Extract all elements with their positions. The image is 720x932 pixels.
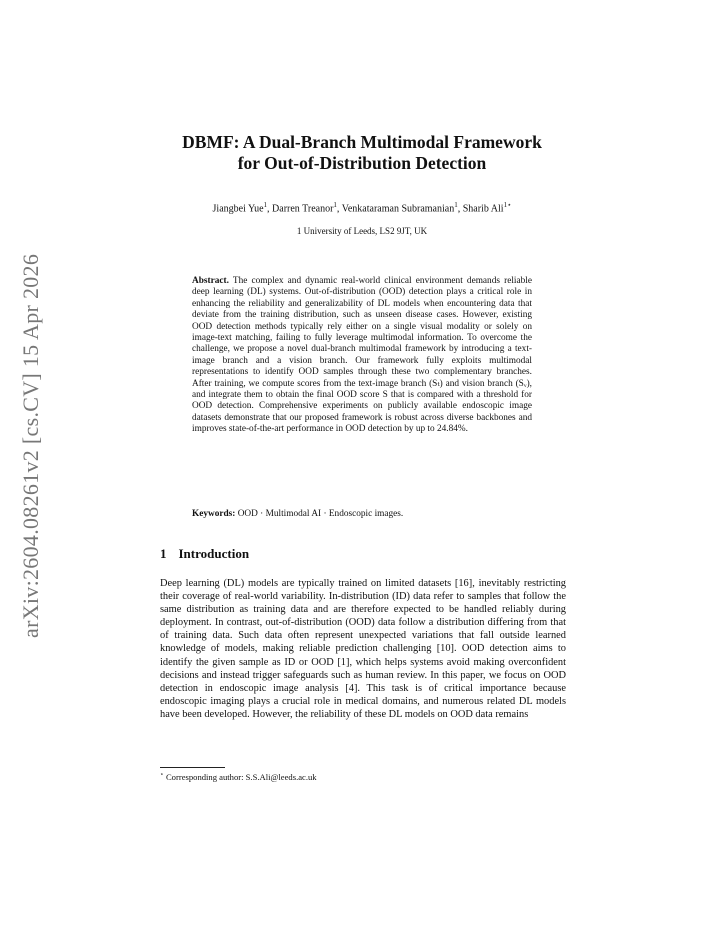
footnote-mark: ⋆: [160, 772, 164, 778]
keywords-label: Keywords:: [192, 509, 236, 519]
keywords: [192, 509, 532, 520]
author-list: Jiangbei Yue$^1$, Darren Treanor$^1$, Venkataraman Subramanian$^1$, Sharib Ali$^{1⋆}$: [212, 201, 512, 215]
title-line-1: DBMF: A Dual-Branch Multimodal Framework: [182, 132, 542, 152]
keywords-text: OOD · Multimodal AI · Endoscopic images.: [237, 509, 404, 519]
paper-title: [150, 132, 574, 174]
author-affiliation-mark: 1: [333, 201, 337, 209]
author-affiliation-mark: 1⋆: [503, 201, 512, 209]
abstract-label: Abstract.: [192, 276, 229, 286]
author-name: Venkataraman Subramanian: [341, 203, 455, 215]
affiliation: 1 University of Leeds, LS2 9JT, UK: [296, 226, 428, 236]
abstract-text: The complex and dynamic real-world clinical environment demands reliable deep learning (DL) systems. Out-of-distribution (OOD) detection plays a critical role in enhancing the reliability and generalizability of DL models when encountering data that deviate from the training distribution, such as unseen disease cases. However, existing OOD detection methods typically rely either on a single visual modality or solely on image-text matching, failing to fully leverage multimodal information. To overcome the challenge, we propose a novel dual-branch multimodal framework by introducing a text-image branch and a vision branch. Our framework fully exploits multimodal representations to identify OOD samples through these two complementary branches. After training, we compute scores from the text-image branch (Sₜ) and vision branch (Sᵥ), and integrate them to obtain the final OOD score S that is compared with a threshold for OOD detection. Comprehensive experiments on publicly available endoscopic image datasets demonstrate that our proposed framework is robust across diverse backbones and improves state-of-the-art performance in OOD detection by up to 24.84%.: [192, 276, 532, 435]
title-line-2: for Out-of-Distribution Detection: [237, 153, 487, 173]
author-name: Darren Treanor: [272, 203, 334, 215]
arxiv-identifier-stamp: [16, 253, 46, 638]
author-affiliation-mark: 1: [454, 201, 458, 209]
footnote-text: Corresponding author: S.S.Ali@leeds.ac.uk: [165, 771, 317, 782]
section-title: Introduction: [178, 546, 250, 561]
section-heading: [160, 546, 249, 562]
abstract: [192, 276, 532, 436]
author-affiliation-mark: 1: [263, 201, 268, 209]
footnote: [160, 771, 317, 782]
author-name: Sharib Ali: [462, 203, 504, 215]
author-name: Jiangbei Yue: [212, 203, 264, 215]
section-number: 1: [160, 546, 167, 561]
introduction-paragraph: Deep learning (DL) models are typically trained on limited datasets [16], inevitably restricting their coverage of real-world variability. In-distribution (ID) data refer to samples that follow the same distribution as training data and are therefore expected to be handled reliably during deployment. In contrast, out-of-distribution (OOD) data follow a distribution differing from that of training data. Such data often represent unexpected variations that fall outside learned knowledge of models, making reliable prediction challenging [10]. OOD detection aims to identify the given sample as ID or OOD [1], which helps systems avoid making overconfident decisions and instead trigger safeguards such as human review. In this paper, we focus on OOD detection in endoscopic image analysis [4]. This task is of critical importance because endoscopic imaging plays a crucial role in medical domains, and numerous related DL models have been developed. However, the reliability of these DL models on OOD data remains: [160, 578, 566, 720]
arxiv-identifier-text: arXiv:2604.08261v2 [cs.CV] 15 Apr 2026: [18, 253, 43, 638]
footnote-divider: [160, 767, 225, 768]
